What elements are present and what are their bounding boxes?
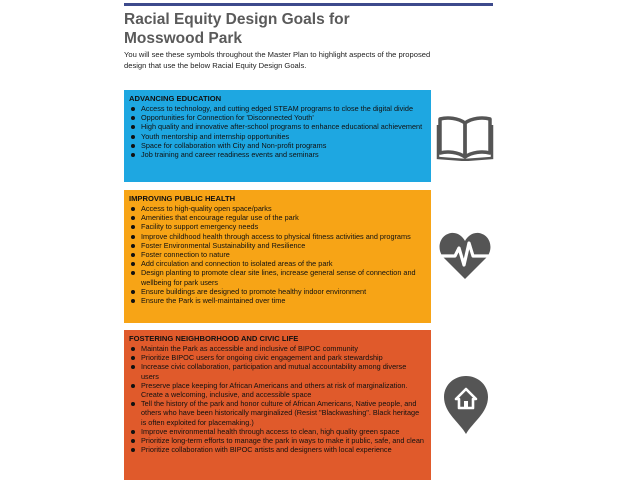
section-advancing-education — [124, 90, 431, 182]
page-title — [124, 10, 504, 48]
goal-list — [129, 204, 425, 305]
goal-item: Access to high-quality open space/parks — [129, 204, 425, 213]
goal-item: Maintain the Park as accessible and inclusive of BIPOC community — [129, 344, 425, 353]
goal-item: Opportunities for Connection for 'Disconnected Youth' — [129, 113, 425, 122]
goal-item: Space for collaboration with City and Non-profit programs — [129, 141, 425, 150]
section-title: ADVANCING EDUCATION — [129, 94, 222, 103]
goal-item: Foster Environmental Sustainability and Resilience — [129, 241, 425, 250]
goal-item: Design planting to promote clear site lines, increase general sense of connection and wellbeing for park users — [129, 268, 425, 286]
heart-pulse-icon — [438, 229, 492, 281]
goal-list — [129, 344, 425, 454]
goal-item: Job training and career readiness events and seminars — [129, 150, 425, 159]
intro-text: You will see these symbols throughout the Master Plan to highlight aspects of the proposed design that use the below Racial Equity Design Goals. — [124, 50, 431, 70]
goal-list — [129, 104, 425, 159]
goal-item: Prioritize long-term efforts to manage the park in ways to make it public, safe, and clean — [129, 436, 425, 445]
goal-item: Ensure the Park is well-maintained over time — [129, 296, 425, 305]
goal-item: Improve childhood health through access to physical fitness activities and programs — [129, 232, 425, 241]
section-improving-public-health — [124, 190, 431, 323]
goal-item: Facility to support emergency needs — [129, 222, 425, 231]
section-title: FOSTERING NEIGHBORHOOD AND CIVIC LIFE — [129, 334, 299, 343]
book-icon — [436, 113, 494, 161]
home-pin-icon — [442, 375, 490, 435]
goal-item: Prioritize collaboration with BIPOC artists and designers with local experience — [129, 445, 425, 454]
goal-item: Tell the history of the park and honor culture of African Americans, Native people, and others who have been historically marginalized (Resist "Blackwashing". Black heritage is often exploited for placemaking.) — [129, 399, 425, 427]
goal-item: Foster connection to nature — [129, 250, 425, 259]
section-fostering-civic-life — [124, 330, 431, 480]
top-rule — [124, 3, 493, 6]
goal-item: Add circulation and connection to isolated areas of the park — [129, 259, 425, 268]
section-title: IMPROVING PUBLIC HEALTH — [129, 194, 236, 203]
goal-item: Amenities that encourage regular use of the park — [129, 213, 425, 222]
title-line-1: Racial Equity Design Goals for — [124, 11, 350, 28]
goal-item: Improve environmental health through access to clean, high quality green space — [129, 427, 425, 436]
goal-item: Preserve place keeping for African Americans and others at risk of marginalization. Create a welcoming, inclusive, and accessible space — [129, 381, 425, 399]
goal-item: Access to technology, and cutting edged STEAM programs to close the digital divide — [129, 104, 425, 113]
goal-item: High quality and innovative after-school programs to enhance educational achievement — [129, 122, 425, 131]
goal-item: Increase civic collaboration, participation and mutual accountability among diverse users — [129, 362, 425, 380]
goal-item: Youth mentorship and internship opportunities — [129, 132, 425, 141]
goal-item: Ensure buildings are designed to promote healthy indoor environment — [129, 287, 425, 296]
goal-item: Prioritize BIPOC users for ongoing civic engagement and park stewardship — [129, 353, 425, 362]
title-line-2: Mosswood Park — [124, 30, 242, 47]
